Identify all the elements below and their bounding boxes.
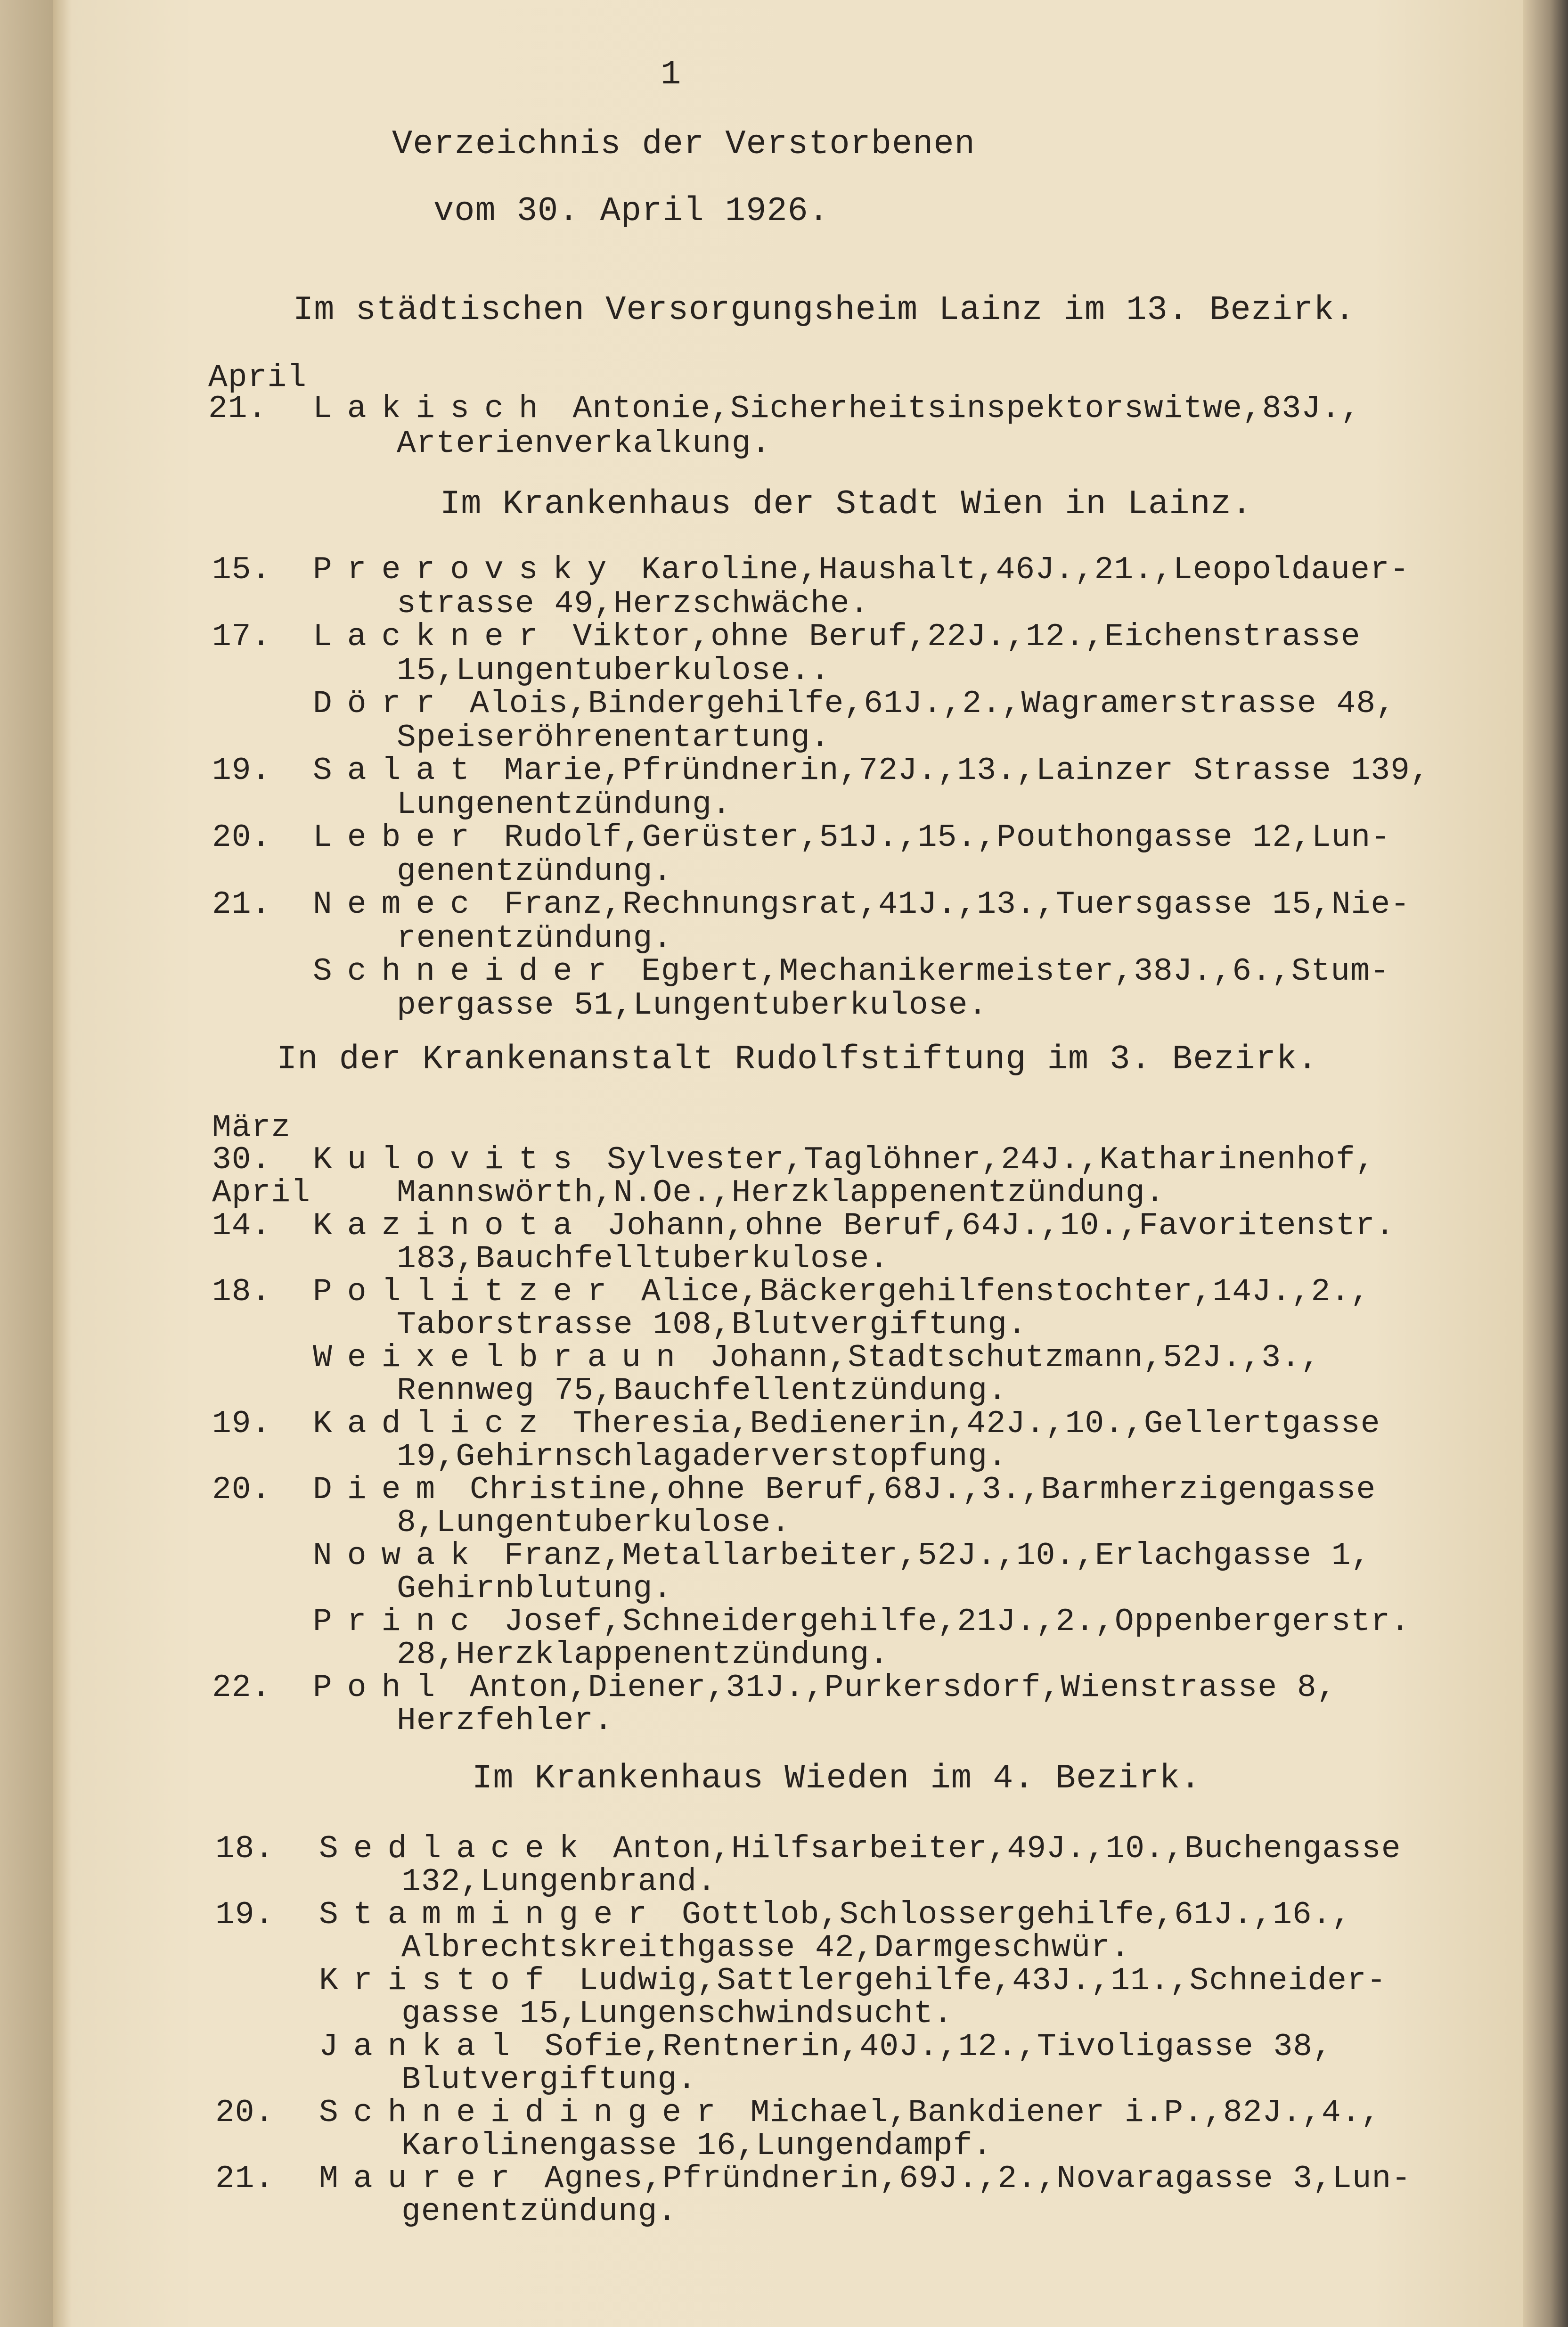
entry-day: 21. bbox=[215, 2161, 275, 2197]
title-line-1: Verzeichnis der Verstorbenen bbox=[392, 125, 975, 164]
entry-day: 19. bbox=[215, 1897, 275, 1933]
entry-day: 30. bbox=[212, 1142, 271, 1178]
entry-line bbox=[313, 954, 1390, 990]
title-line-2: vom 30. April 1926. bbox=[433, 192, 829, 230]
left-page-edge bbox=[0, 0, 53, 2327]
entry-continuation: strasse 49,Herzschwäche. bbox=[397, 586, 870, 622]
entry-details: Marie,Pfründnerin,72J.,13.,Lainzer Strasse 139, bbox=[484, 753, 1430, 789]
entry-continuation: Rennweg 75,Bauchfellentzündung. bbox=[397, 1373, 1008, 1409]
entry-details: Ludwig,Sattlergehilfe,43J.,11.,Schneider- bbox=[559, 1963, 1387, 1999]
entry-continuation: genentzündung. bbox=[401, 2194, 678, 2230]
entry-line bbox=[313, 1208, 1395, 1244]
entry-line bbox=[319, 1831, 1401, 1867]
entry-line bbox=[313, 619, 1361, 655]
month-label: April bbox=[212, 1175, 311, 1211]
entry-day: 20. bbox=[212, 819, 271, 856]
entry-continuation: Lungenentzündung. bbox=[397, 787, 732, 823]
entry-name: Weixelbraun bbox=[313, 1340, 690, 1376]
entry-line bbox=[319, 1963, 1387, 1999]
entry-details: Sylvester,Taglöhner,24J.,Katharinenhof, bbox=[587, 1142, 1375, 1178]
entry-day: 19. bbox=[212, 753, 271, 789]
entry-name: Nowak bbox=[313, 1538, 485, 1574]
entry-day: 19. bbox=[212, 1406, 271, 1442]
entry-details: Theresia,Bedienerin,42J.,10.,Gellertgasse bbox=[553, 1406, 1380, 1442]
entry-details: Franz,Rechnungsrat,41J.,13.,Tuersgasse 15,Nie- bbox=[484, 886, 1410, 923]
entry-details: Johann,ohne Beruf,64J.,10.,Favoritenstr. bbox=[587, 1208, 1395, 1244]
entry-details: Karoline,Haushalt,46J.,21.,Leopoldauer- bbox=[621, 552, 1410, 588]
section-heading-krankenhaus-wieden: Im Krankenhaus Wieden im 4. Bezirk. bbox=[472, 1759, 1201, 1798]
entry-line bbox=[313, 1274, 1370, 1310]
entry-name: Maurer bbox=[319, 2161, 525, 2197]
entry-details: Viktor,ohne Beruf,22J.,12.,Eichenstrasse bbox=[553, 619, 1361, 655]
document-page bbox=[53, 0, 1523, 2327]
entry-day: 22. bbox=[212, 1670, 271, 1706]
entry-continuation: Karolinengasse 16,Lungendampf. bbox=[401, 2128, 993, 2164]
entry-line bbox=[313, 552, 1410, 588]
entry-name: Kadlicz bbox=[313, 1406, 553, 1442]
section-heading-rudolfstiftung: In der Krankenanstalt Rudolfstiftung im 3. Bezirk. bbox=[277, 1040, 1318, 1079]
right-page-edge bbox=[1523, 0, 1568, 2327]
entry-continuation: Gehirnblutung. bbox=[397, 1571, 673, 1607]
entry-name: Prerovsky bbox=[313, 552, 622, 588]
entry-name: Nemec bbox=[313, 886, 485, 923]
entry-line bbox=[313, 1142, 1375, 1178]
entry-line bbox=[319, 1897, 1351, 1933]
entry-continuation: Speiseröhrenentartung. bbox=[397, 720, 830, 756]
entry-name: Dörr bbox=[313, 686, 450, 722]
entry-name: Kazinota bbox=[313, 1208, 588, 1244]
section-heading-versorgungsheim: Im städtischen Versorgungsheim Lainz im 13. Bezirk. bbox=[293, 291, 1356, 329]
entry-details: Franz,Metallarbeiter,52J.,10.,Erlachgasse 1, bbox=[484, 1538, 1371, 1574]
entry-details: Egbert,Mechanikermeister,38J.,6.,Stum- bbox=[621, 953, 1390, 990]
entry-continuation: 28,Herzklappenentzündung. bbox=[397, 1637, 890, 1673]
entry-name: Stamminger bbox=[319, 1897, 662, 1933]
entry-line bbox=[313, 1406, 1380, 1442]
page-number: 1 bbox=[661, 55, 682, 94]
entry-name: Leber bbox=[313, 819, 485, 856]
entry-line bbox=[313, 820, 1390, 856]
entry-details: Michael,Bankdiener i.P.,82J.,4., bbox=[730, 2095, 1381, 2131]
entry-line bbox=[313, 1472, 1376, 1508]
entry-day: 18. bbox=[215, 1831, 275, 1867]
entry-name: Sedlacek bbox=[319, 1831, 594, 1867]
entry-continuation: 15,Lungentuberkulose.. bbox=[397, 653, 830, 689]
entry-continuation: 132,Lungenbrand. bbox=[401, 1864, 717, 1900]
entry-continuation: Albrechtskreithgasse 42,Darmgeschwür. bbox=[401, 1930, 1130, 1966]
entry-details: Anton,Hilfsarbeiter,49J.,10.,Buchengasse bbox=[593, 1831, 1401, 1867]
entry-details: Agnes,Pfründnerin,69J.,2.,Novaragasse 3,Lun- bbox=[524, 2161, 1412, 2197]
entry-day: 14. bbox=[212, 1208, 271, 1244]
entry-details: Gottlob,Schlossergehilfe,61J.,16., bbox=[662, 1897, 1352, 1933]
entry-line bbox=[313, 1604, 1410, 1640]
entry-name: Salat bbox=[313, 753, 485, 789]
entry-continuation: 8,Lungentuberkulose. bbox=[397, 1505, 791, 1541]
entry-day: 21. bbox=[212, 886, 271, 923]
entry-continuation: gasse 15,Lungenschwindsucht. bbox=[401, 1996, 953, 2032]
entry-name: Kristof bbox=[319, 1963, 559, 1999]
entry-details: Rudolf,Gerüster,51J.,15.,Pouthongasse 12,Lun- bbox=[484, 819, 1391, 856]
entry-line bbox=[313, 686, 1396, 722]
entry-line bbox=[313, 1340, 1321, 1376]
entry-line bbox=[313, 1670, 1337, 1706]
entry-day: 21. bbox=[208, 391, 268, 427]
entry-details: Anton,Diener,31J.,Purkersdorf,Wienstrasse 8, bbox=[450, 1670, 1337, 1706]
entry-details: Antonie,Sicherheitsinspektorswitwe,83J., bbox=[553, 391, 1361, 427]
entry-details: Alice,Bäckergehilfenstochter,14J.,2., bbox=[621, 1274, 1370, 1310]
entry-day: 17. bbox=[212, 619, 271, 655]
entry-continuation: Herzfehler. bbox=[397, 1703, 613, 1739]
entry-details: Alois,Bindergehilfe,61J.,2.,Wagramerstrasse 48, bbox=[450, 686, 1396, 722]
entry-name: Lakisch bbox=[313, 391, 553, 427]
month-label: März bbox=[212, 1110, 291, 1146]
entry-line bbox=[313, 1538, 1371, 1574]
entry-continuation: Mannswörth,N.Oe.,Herzklappenentzündung. bbox=[397, 1175, 1165, 1211]
entry-name: Lackner bbox=[313, 619, 553, 655]
entry-details: Josef,Schneidergehilfe,21J.,2.,Oppenbergerstr. bbox=[484, 1604, 1410, 1640]
entry-continuation: renentzündung. bbox=[397, 920, 673, 957]
entry-continuation: genentzündung. bbox=[397, 853, 673, 890]
entry-day: 20. bbox=[215, 2095, 275, 2131]
entry-continuation: Blutvergiftung. bbox=[401, 2062, 697, 2098]
entry-name: Pollitzer bbox=[313, 1274, 622, 1310]
entry-name: Jankal bbox=[319, 2029, 525, 2065]
entry-name: Princ bbox=[313, 1604, 485, 1640]
entry-name: Schneider bbox=[313, 953, 622, 990]
entry-continuation: Taborstrasse 108,Blutvergiftung. bbox=[397, 1307, 1027, 1343]
entry-continuation: Arterienverkalkung. bbox=[397, 426, 771, 462]
entry-line bbox=[319, 2029, 1332, 2065]
entry-name: Diem bbox=[313, 1472, 450, 1508]
entry-line bbox=[319, 2161, 1411, 2197]
entry-continuation: 183,Bauchfelltuberkulose. bbox=[397, 1241, 890, 1277]
entry-continuation: 19,Gehirnschlagaderverstopfung. bbox=[397, 1439, 1008, 1475]
entry-continuation: pergasse 51,Lungentuberkulose. bbox=[397, 987, 988, 1024]
entry-line bbox=[313, 391, 1361, 427]
entry-line bbox=[313, 753, 1430, 789]
entry-line bbox=[319, 2095, 1380, 2131]
entry-line bbox=[313, 887, 1410, 923]
entry-name: Schneidinger bbox=[319, 2095, 731, 2131]
entry-details: Johann,Stadtschutzmann,52J.,3., bbox=[690, 1340, 1321, 1376]
entry-details: Sofie,Rentnerin,40J.,12.,Tivoligasse 38, bbox=[524, 2029, 1332, 2065]
entry-day: 20. bbox=[212, 1472, 271, 1508]
entry-day: 15. bbox=[212, 552, 271, 588]
entry-details: Christine,ohne Beruf,68J.,3.,Barmherzigengasse bbox=[450, 1472, 1376, 1508]
entry-day: 18. bbox=[212, 1274, 271, 1310]
entry-name: Kulovits bbox=[313, 1142, 588, 1178]
section-heading-krankenhaus-lainz: Im Krankenhaus der Stadt Wien in Lainz. bbox=[440, 485, 1253, 524]
month-label: April bbox=[208, 360, 307, 396]
entry-name: Pohl bbox=[313, 1670, 450, 1706]
